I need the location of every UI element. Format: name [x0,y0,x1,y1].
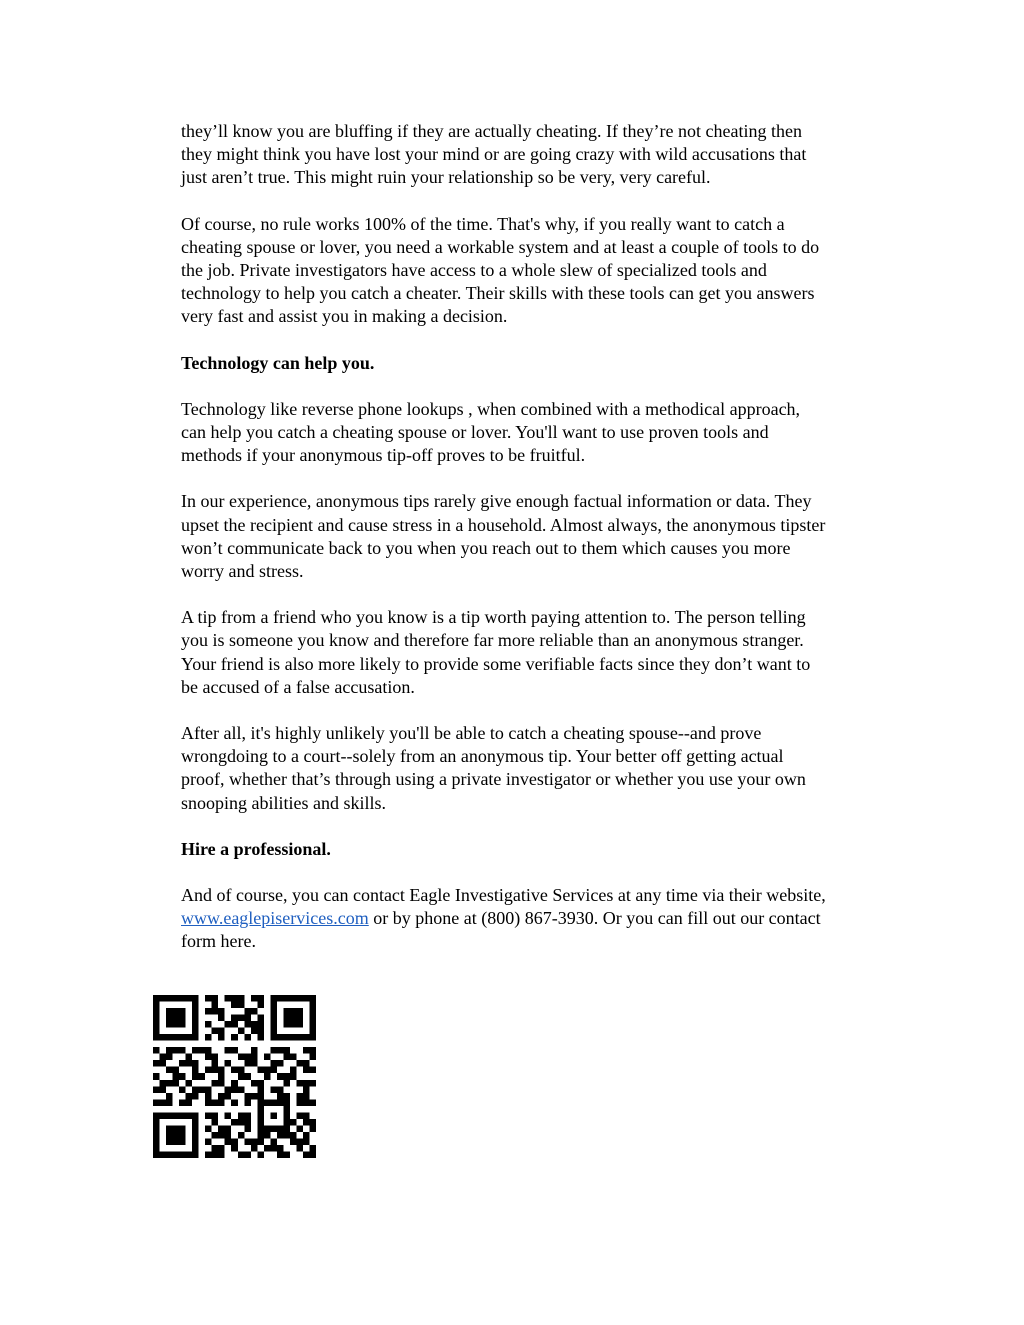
paragraph-line: can help you catch a cheating spouse or lover. You'll want to use proven tools and [181,422,769,443]
paragraph-line: cheating spouse or lover, you need a workable system and at least a couple of tools to do [181,236,820,257]
paragraph-line: the job. Private investigators have access to a whole slew of specialized tools and [181,260,767,281]
paragraph-4 [181,490,921,583]
paragraph-line: worry and stress. [181,561,304,582]
paragraph-line: wrongdoing to a court--solely from an anonymous tip. Your better off getting actual [181,746,784,767]
paragraph-line: they’ll know you are bluffing if they are actually cheating. If they’re not cheating then [181,121,802,141]
paragraph-line: upset the recipient and cause stress in a household. Almost always, the anonymous tipster [181,514,826,535]
paragraph-line: Your friend is also more likely to provide some verifiable facts since they don’t want to [181,653,811,674]
paragraph-1 [181,120,921,190]
qr-code-image [153,995,316,1158]
section-heading-technology: Technology can help you. [181,352,375,373]
paragraph-line: very fast and assist you in making a decision. [181,306,508,327]
paragraph-3 [181,398,921,468]
paragraph-line: Technology like reverse phone lookups , when combined with a methodical approach, [181,398,801,419]
website-link[interactable]: www.eaglepiservices.com [181,908,369,929]
paragraph-line: they might think you have lost your mind or are going crazy with wild accusations that [181,144,807,165]
paragraph-line: A tip from a friend who you know is a tip worth paying attention to. The person telling [181,607,806,628]
section-heading-hire: Hire a professional. [181,838,331,859]
paragraph-line: you is someone you know and therefore far more reliable than an anonymous stranger. [181,630,804,651]
paragraph-line: form here. [181,931,256,952]
paragraph-line: Of course, no rule works 100% of the time. That's why, if you really want to catch a [181,213,785,234]
paragraph-line: won’t communicate back to you when you reach out to them which causes you more [181,537,791,558]
paragraph-line: In our experience, anonymous tips rarely give enough factual information or data. They [181,491,812,512]
paragraph-line: And of course, you can contact Eagle Investigative Services at any time via their website, [181,885,826,906]
paragraph-line: proof, whether that’s through using a private investigator or whether you use your own [181,769,806,790]
paragraph-line: After all, it's highly unlikely you'll be able to catch a cheating spouse--and prove [181,723,762,744]
paragraph-line: just aren’t true. This might ruin your relationship so be very, very careful. [181,167,711,188]
paragraph-5 [181,606,921,699]
contact-paragraph [181,884,921,954]
paragraph-line: or by phone at (800) 867-3930. Or you can fill out our contact [368,908,821,929]
paragraph-6 [181,722,921,815]
paragraph-line: snooping abilities and skills. [181,792,386,813]
paragraph-2 [181,213,921,329]
paragraph-line: methods if your anonymous tip-off proves to be fruitful. [181,445,586,466]
document-body [181,120,921,977]
paragraph-line: be accused of a false accusation. [181,676,415,697]
paragraph-line: technology to help you catch a cheater. Their skills with these tools can get you answers [181,283,815,304]
